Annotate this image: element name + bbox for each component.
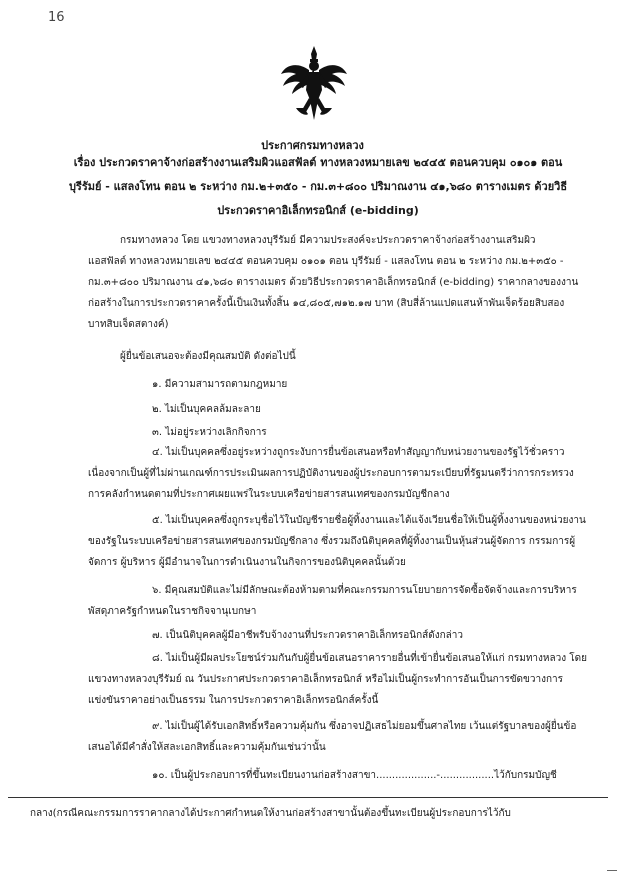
footnote-divider [8,797,608,798]
text-line: ๔. ไม่เป็นบุคคลซึ่งอยู่ระหว่างถูกระงับการยื่นข้อเสนอหรือทำสัญญากับหน่วยงานของรัฐไว้ชั่วคราว [152,447,565,458]
subject-line: บุรีรัมย์ - แสลงโทน ตอน ๒ ระหว่าง กม.๒+๓๕๐ - กม.๓+๘๐๐ ปริมาณงาน ๔๑,๖๘๐ ตารางเมตร ด้วยวิธี [68,180,568,193]
garuda-emblem-icon [278,44,350,122]
announcement-header: ประกาศกรมทางหลวง [261,139,364,152]
text-line: จัดการ ผู้บริหาร ผู้มีอำนาจในการดำเนินงานในกิจการของนิติบุคคลนั้นด้วย [88,557,406,568]
subject-line: ประกวดราคาอิเล็กทรอนิกส์ (e-bidding) [217,204,419,217]
text-line: การคลังกำหนดตามที่ประกาศเผยแพร่ในระบบเครือข่ายสารสนเทศของกรมบัญชีกลาง [88,489,450,500]
text-line: เสนอได้มีคำสั่งให้สละเอกสิทธิ์และความคุ้มกันเช่นว่านั้น [88,742,326,753]
qualification-item: ๑. มีความสามารถตามกฎหมาย [152,379,288,390]
qualification-item: ๑๐. เป็นผู้ประกอบการที่ขึ้นทะเบียนงานก่อสร้างสาขา...................-.................ไว้กับกรมบัญชี [152,770,557,781]
qualification-item [88,648,587,711]
text-line: พัสดุภาครัฐกำหนดในราชกิจจานุเบกษา [88,606,257,617]
qualification-item [88,510,586,573]
text-line: ๖. มีคุณสมบัติและไม่มีลักษณะต้องห้ามตามที่คณะกรรมการนโยบายการจัดซื้อจัดจ้างและการบริหาร [152,585,577,596]
qualification-item: ๓. ไม่อยู่ระหว่างเลิกกิจการ [152,427,267,438]
text-line: กม.๓+๘๐๐ ปริมาณงาน ๔๑,๖๘๐ ตารางเมตร ด้วยวิธีประกวดราคาอิเล็กทรอนิกส์ (e-bidding) ราคากลางของงาน [88,277,579,288]
text-line: ก่อสร้างในการประกวดราคาครั้งนี้เป็นเงินทั้งสิ้น ๑๔,๘๐๕,๗๑๒.๑๗ บาท (สิบสี่ล้านแปดแสนห้าพันเจ็ดร้อยสิบสอง [88,298,565,309]
qualifications-intro: ผู้ยื่นข้อเสนอจะต้องมีคุณสมบัติ ดังต่อไปนี้ [120,351,296,362]
subject-line: เรื่อง ประกวดราคาจ้างก่อสร้างงานเสริมผิวแอสฟัลต์ ทางหลวงหมายเลข ๒๔๔๕ ตอนควบคุม ๐๑๐๑ ตอน [73,156,563,169]
qualification-item [88,442,574,505]
text-line: แข่งขันราคาอย่างเป็นธรรม ในการประกวดราคาอิเล็กทรอนิกส์ครั้งนี้ [88,695,379,706]
page-number: 16 [48,10,65,25]
text-line: แอสฟัลต์ ทางหลวงหมายเลข ๒๔๔๕ ตอนควบคุม ๐๑๐๑ ตอน บุรีรัมย์ - แสลงโทน ตอน ๒ ระหว่าง กม.๒+๓๕๐ - [88,256,564,267]
text-line: ๕. ไม่เป็นบุคคลซึ่งถูกระบุชื่อไว้ในบัญชีรายชื่อผู้ทิ้งงานและได้แจ้งเวียนชื่อให้เป็นผู้ทิ้งงานของหน่วยงาน [152,515,586,526]
text-line: ของรัฐในระบบเครือข่ายสารสนเทศของกรมบัญชีกลาง ซึ่งรวมถึงนิติบุคคลที่ผู้ทิ้งงานเป็นหุ้นส่วนผู้จัดการ กรรมการผู้ [88,536,576,547]
subject-block [58,151,578,223]
page-edge-mark [607,870,617,871]
text-line: กรมทางหลวง โดย แขวงทางหลวงบุรีรัมย์ มีความประสงค์จะประกวดราคาจ้างก่อสร้างงานเสริมผิว [120,235,536,246]
text-line: ๙. ไม่เป็นผู้ได้รับเอกสิทธิ์หรือความคุ้มกัน ซึ่งอาจปฏิเสธไม่ยอมขึ้นศาลไทย เว้นแต่รัฐบาลของผู้ยื่นข้อ [152,721,577,732]
text-line: ๘. ไม่เป็นผู้มีผลประโยชน์ร่วมกันกับผู้ยื่นข้อเสนอราคารายอื่นที่เข้ายื่นข้อเสนอให้แก่ กรมทางหลวง โดย [152,653,588,664]
qualification-item: ๗. เป็นนิติบุคคลผู้มีอาชีพรับจ้างงานที่ประกวดราคาอิเล็กทรอนิกส์ดังกล่าว [152,630,464,641]
text-line: บาทสิบเจ็ดสตางค์) [88,319,169,330]
qualification-item [88,716,576,758]
qualification-item [88,580,577,622]
text-line: แขวงทางหลวงบุรีรัมย์ ณ วันประกาศประกวดราคาอิเล็กทรอนิกส์ หรือไม่เป็นผู้กระทำการอันเป็นการขัดขวางการ [88,674,564,685]
qualification-item: ๒. ไม่เป็นบุคคลล้มละลาย [152,404,261,415]
text-line: เนื่องจากเป็นผู้ที่ไม่ผ่านเกณฑ์การประเมินผลการปฏิบัติงานของผู้ประกอบการตามระเบียบที่รัฐมนตรีว่าการกระทรวง [88,468,574,479]
intro-paragraph [88,230,578,335]
footer-text: กลาง(กรณีคณะกรรมการราคากลางได้ประกาศกำหนดให้งานก่อสร้างสาขานั้นต้องขึ้นทะเบียนผู้ประกอบการไว้กับ [30,808,511,819]
